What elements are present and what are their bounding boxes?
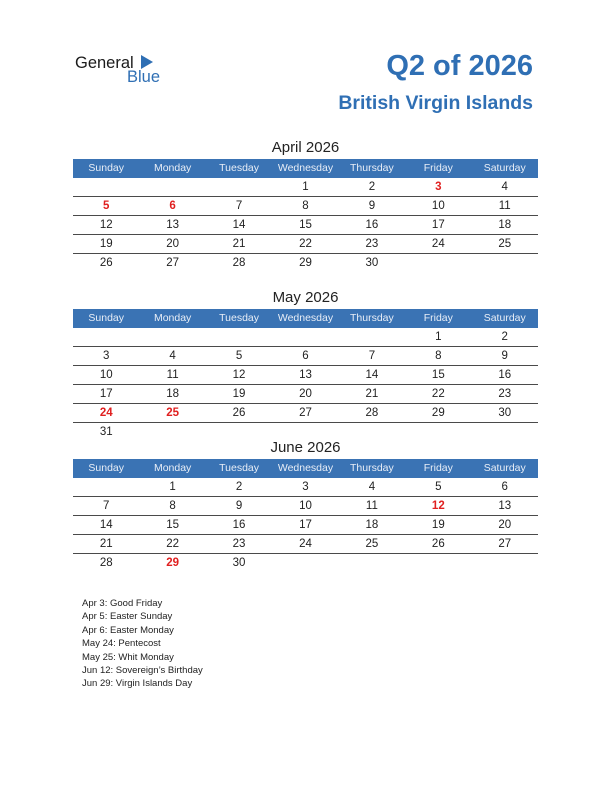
weekday-label: Saturday xyxy=(483,162,526,174)
day-cell: 5 xyxy=(235,350,243,362)
day-cell: 8 xyxy=(169,500,176,512)
day-cell: 1 xyxy=(435,331,442,343)
holiday-day-cell: 6 xyxy=(169,200,176,212)
weekday-label: Tuesday xyxy=(219,162,259,174)
holiday-item: May 24: Pentecost xyxy=(82,638,161,650)
holiday-day-cell: 29 xyxy=(166,557,180,569)
day-cell: 8 xyxy=(435,350,442,362)
day-cell xyxy=(272,328,338,346)
day-cell: 1 xyxy=(302,181,309,193)
day-cell xyxy=(206,328,272,346)
day-cell: 21 xyxy=(232,238,246,250)
day-cell: 2 xyxy=(368,181,376,193)
holiday-day-cell: 3 xyxy=(435,181,442,193)
day-cell: 9 xyxy=(235,500,243,512)
day-cell: 11 xyxy=(166,369,179,381)
holiday-item: Apr 3: Good Friday xyxy=(82,598,163,609)
weekday-label: Wednesday xyxy=(277,462,334,474)
day-cell: 7 xyxy=(368,350,376,362)
holiday-list xyxy=(82,597,203,691)
day-cell xyxy=(339,328,405,346)
day-cell: 13 xyxy=(166,219,180,231)
week-row xyxy=(73,366,538,385)
weekday-label: Monday xyxy=(153,462,192,474)
day-cell: 12 xyxy=(99,219,113,231)
month-calendar xyxy=(73,137,538,272)
day-cell: 2 xyxy=(235,481,243,493)
day-cell: 26 xyxy=(431,538,445,550)
day-cell: 10 xyxy=(299,500,312,512)
day-cell: 4 xyxy=(501,181,508,193)
day-cell: 22 xyxy=(299,238,312,250)
holiday-item: Jun 12: Sovereign’s Birthday xyxy=(82,665,203,677)
weekday-label: Monday xyxy=(153,312,192,324)
day-cell xyxy=(472,254,538,272)
logo-flag-icon xyxy=(141,55,153,69)
month-calendar xyxy=(73,437,538,572)
day-cell: 11 xyxy=(498,200,511,212)
weekday-label: Thursday xyxy=(350,312,394,324)
weekday-label: Friday xyxy=(423,462,453,474)
day-cell xyxy=(272,554,338,572)
day-cell: 27 xyxy=(498,538,512,550)
day-cell xyxy=(472,554,538,572)
day-cell xyxy=(73,478,139,496)
weekday-label: Tuesday xyxy=(219,312,259,324)
day-cell xyxy=(139,328,205,346)
day-cell: 15 xyxy=(299,219,312,231)
week-row xyxy=(73,516,538,535)
day-cell: 14 xyxy=(99,519,113,531)
day-cell: 30 xyxy=(365,257,379,269)
weekday-label: Friday xyxy=(423,312,453,324)
day-cell: 21 xyxy=(99,538,113,550)
day-cell: 28 xyxy=(99,557,113,569)
weekday-label: Tuesday xyxy=(219,462,259,474)
day-cell: 23 xyxy=(498,388,512,400)
day-cell: 24 xyxy=(431,238,445,250)
day-cell: 16 xyxy=(232,519,246,531)
weekday-label: Sunday xyxy=(88,312,125,324)
day-cell: 7 xyxy=(103,500,110,512)
day-cell: 13 xyxy=(299,369,312,381)
week-row xyxy=(73,254,538,272)
weekday-label: Monday xyxy=(153,162,192,174)
week-row xyxy=(73,535,538,554)
day-cell: 30 xyxy=(498,407,512,419)
holiday-item: May 25: Whit Monday xyxy=(82,651,174,663)
day-cell xyxy=(73,178,139,196)
day-cell: 21 xyxy=(365,388,379,400)
day-cell: 6 xyxy=(501,481,508,493)
day-cell: 14 xyxy=(232,219,246,231)
day-cell: 9 xyxy=(368,200,376,212)
logo-general-text: General xyxy=(75,54,134,72)
day-cell: 10 xyxy=(431,200,445,212)
weekday-label: Thursday xyxy=(350,162,394,174)
day-cell: 30 xyxy=(232,557,246,569)
day-cell xyxy=(206,178,272,196)
weekday-label: Wednesday xyxy=(277,312,334,324)
day-cell: 18 xyxy=(365,519,379,531)
day-cell: 18 xyxy=(166,388,180,400)
week-row xyxy=(73,347,538,366)
day-cell: 5 xyxy=(435,481,442,493)
day-cell: 26 xyxy=(232,407,246,419)
day-cell: 23 xyxy=(232,538,246,550)
day-cell xyxy=(405,254,471,272)
weekday-label: Sunday xyxy=(88,162,125,174)
day-cell: 8 xyxy=(302,200,309,212)
week-row xyxy=(73,216,538,235)
week-row xyxy=(73,497,538,516)
weekday-header xyxy=(73,459,538,478)
day-cell: 16 xyxy=(498,369,512,381)
week-row xyxy=(73,235,538,254)
holiday-day-cell: 24 xyxy=(99,407,113,419)
logo-blue-text: Blue xyxy=(127,68,161,86)
day-cell: 24 xyxy=(299,538,312,550)
day-cell: 27 xyxy=(166,257,180,269)
day-cell: 25 xyxy=(498,238,512,250)
day-cell: 28 xyxy=(232,257,246,269)
day-cell xyxy=(339,554,405,572)
month-title: June 2026 xyxy=(270,439,341,456)
holiday-day-cell: 5 xyxy=(103,200,110,212)
day-cell: 10 xyxy=(99,369,113,381)
day-cell: 12 xyxy=(232,369,246,381)
day-cell: 31 xyxy=(99,426,113,438)
day-cell: 20 xyxy=(166,238,180,250)
day-cell: 9 xyxy=(501,350,508,362)
day-cell: 4 xyxy=(368,481,376,493)
weekday-label: Saturday xyxy=(483,462,526,474)
day-cell: 17 xyxy=(299,519,312,531)
day-cell: 29 xyxy=(299,257,312,269)
holiday-day-cell: 25 xyxy=(166,407,180,419)
week-row xyxy=(73,197,538,216)
day-cell: 19 xyxy=(431,519,445,531)
weekday-label: Saturday xyxy=(483,312,526,324)
day-cell: 19 xyxy=(232,388,246,400)
weekday-label: Wednesday xyxy=(277,162,334,174)
holiday-item: Apr 6: Easter Monday xyxy=(82,624,174,636)
day-cell: 2 xyxy=(501,331,508,343)
weekday-label: Thursday xyxy=(350,462,394,474)
day-cell: 25 xyxy=(365,538,379,550)
month-title: April 2026 xyxy=(271,139,340,156)
day-cell: 27 xyxy=(299,407,312,419)
brand-logo xyxy=(75,52,175,88)
day-cell: 3 xyxy=(103,350,110,362)
day-cell: 20 xyxy=(498,519,512,531)
day-cell: 4 xyxy=(169,350,176,362)
week-row xyxy=(73,328,538,347)
week-row xyxy=(73,178,538,197)
weekday-label: Sunday xyxy=(88,462,125,474)
day-cell: 11 xyxy=(365,500,378,512)
day-cell: 29 xyxy=(431,407,445,419)
day-cell: 16 xyxy=(365,219,379,231)
day-cell xyxy=(139,178,205,196)
day-cell: 7 xyxy=(235,200,243,212)
quarter-title: Q2 of 2026 xyxy=(386,50,533,82)
country-title: British Virgin Islands xyxy=(338,92,533,114)
weekday-header xyxy=(73,309,538,328)
day-cell: 1 xyxy=(169,481,176,493)
holiday-item: Apr 5: Easter Sunday xyxy=(82,611,173,623)
day-cell: 23 xyxy=(365,238,379,250)
day-cell: 22 xyxy=(431,388,445,400)
day-cell: 3 xyxy=(302,481,309,493)
week-row xyxy=(73,385,538,404)
weekday-header xyxy=(73,159,538,178)
day-cell: 15 xyxy=(431,369,445,381)
day-cell: 13 xyxy=(498,500,512,512)
day-cell: 26 xyxy=(99,257,113,269)
day-cell: 22 xyxy=(166,538,180,550)
day-cell xyxy=(73,328,139,346)
weekday-label: Friday xyxy=(423,162,453,174)
holiday-day-cell: 12 xyxy=(431,500,445,512)
day-cell xyxy=(405,554,471,572)
holiday-item: Jun 29: Virgin Islands Day xyxy=(82,678,193,690)
week-row xyxy=(73,404,538,423)
month-calendar xyxy=(73,287,538,441)
day-cell: 6 xyxy=(302,350,309,362)
day-cell: 15 xyxy=(166,519,180,531)
day-cell: 14 xyxy=(365,369,379,381)
week-row xyxy=(73,554,538,572)
month-title: May 2026 xyxy=(272,289,339,306)
day-cell: 17 xyxy=(431,219,445,231)
week-row xyxy=(73,478,538,497)
day-cell: 19 xyxy=(99,238,113,250)
day-cell: 18 xyxy=(498,219,512,231)
day-cell: 20 xyxy=(299,388,312,400)
day-cell: 17 xyxy=(99,388,113,400)
day-cell: 28 xyxy=(365,407,379,419)
